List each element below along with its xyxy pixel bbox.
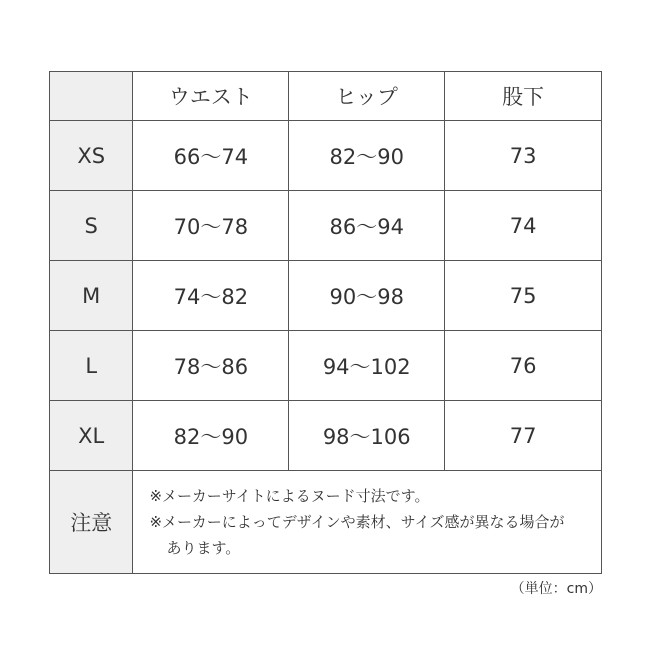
- corner-cell: [50, 72, 133, 121]
- waist-value: 70〜78: [133, 191, 289, 261]
- notes-label: 注意: [50, 471, 133, 574]
- inseam-value: 73: [445, 121, 602, 191]
- table-row: [50, 191, 602, 261]
- inseam-value: 74: [445, 191, 602, 261]
- unit-label: （単位：cm）: [510, 581, 602, 597]
- note-line-2: ※メーカーによってデザインや素材、サイズ感が異なる場合が: [149, 513, 565, 531]
- hip-value: 94〜102: [289, 331, 445, 401]
- waist-value: 74〜82: [133, 261, 289, 331]
- inseam-value: 76: [445, 331, 602, 401]
- size-label: XL: [50, 401, 133, 471]
- hip-value: 98〜106: [289, 401, 445, 471]
- header-waist: ウエスト: [133, 72, 289, 121]
- hip-value: 82〜90: [289, 121, 445, 191]
- size-label: S: [50, 191, 133, 261]
- size-label: L: [50, 331, 133, 401]
- hip-value: 86〜94: [289, 191, 445, 261]
- notes-text: [133, 471, 602, 574]
- size-label: M: [50, 261, 133, 331]
- waist-value: 78〜86: [133, 331, 289, 401]
- note-line-1: ※メーカーサイトによるヌード寸法です。: [149, 487, 430, 505]
- inseam-value: 77: [445, 401, 602, 471]
- note-line-3: あります。: [166, 539, 241, 557]
- waist-value: 82〜90: [133, 401, 289, 471]
- notes-row: [50, 471, 602, 574]
- hip-value: 90〜98: [289, 261, 445, 331]
- inseam-value: 75: [445, 261, 602, 331]
- table-row: [50, 261, 602, 331]
- table-row: [50, 121, 602, 191]
- waist-value: 66〜74: [133, 121, 289, 191]
- size-label: XS: [50, 121, 133, 191]
- size-chart-table: [49, 71, 602, 574]
- header-inseam: 股下: [445, 72, 602, 121]
- table-row: [50, 331, 602, 401]
- header-hip: ヒップ: [289, 72, 445, 121]
- header-row: [50, 72, 602, 121]
- table-row: [50, 401, 602, 471]
